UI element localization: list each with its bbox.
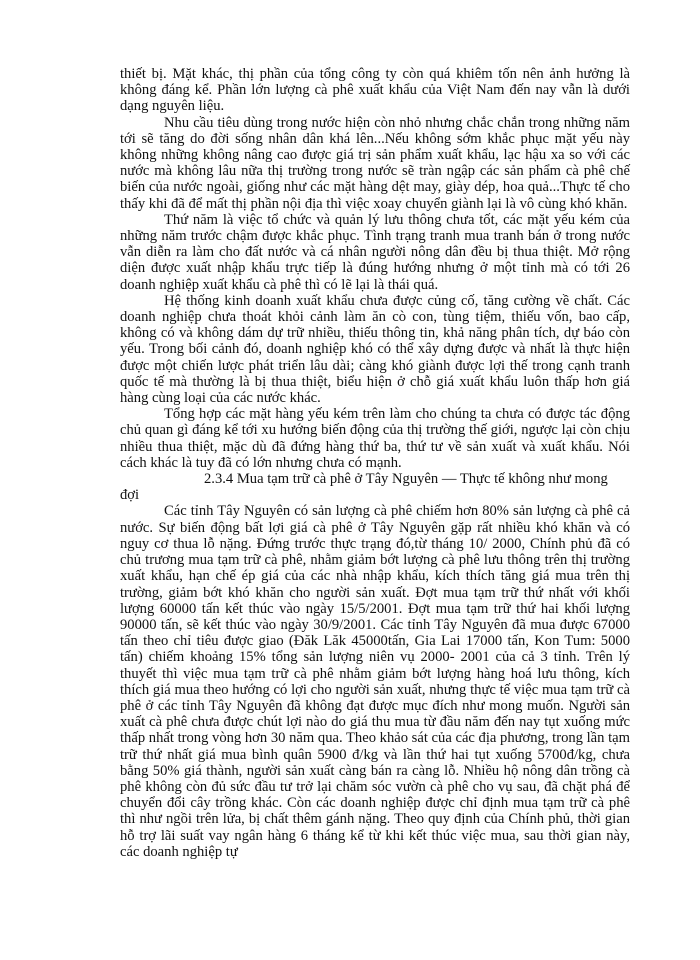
paragraph-summary: Tổng hợp các mặt hàng yếu kém trên làm cho chúng ta chưa có được tác động chủ quan gì đáng kể tới xu hướng biến động của thị trường thế giới, ngược lại còn chịu nhiều thua thiệt, mặc dù đã đứng hàng thứ ba, thứ tư về sản xuất và xuất khẩu. Nói cách khác là tuy đã có lớn nhưng chưa có mạnh. — [120, 406, 630, 471]
paragraph-continued: thiết bị. Mặt khác, thị phần của tổng công ty còn quá khiêm tốn nên ảnh hưởng là không đáng kể. Phần lớn lượng cà phê xuất khẩu của Việt Nam đến nay vẫn là dưới dạng nguyên liệu. — [120, 66, 630, 115]
paragraph-tay-nguyen: Các tỉnh Tây Nguyên có sản lượng cà phê chiếm hơn 80% sản lượng cà phê cả nước. Sự biến động bất lợi giá cà phê ở Tây Nguyên gặp rất nhiều khó khăn và có nguy cơ thua lỗ nặng. Đứng trước thực trạng đó,từ tháng 10/ 2000, Chính phủ đã có chủ trương mua tạm trữ cà phê, nhằm giảm bớt lượng cà phê lưu thông trên thị trường xuất khẩu, hạn chế ép giá của các nhà nhập khẩu, kích thích tăng giá mua trên thị trường, giảm bớt khó khăn cho người sản xuất. Đợt mua tạm trữ thứ nhất với khối lượng 60000 tấn kết thúc vào ngày 15/5/2001. Đợt mua tạm trữ thứ hai khối lượng 90000 tấn, sẽ kết thúc vào ngày 30/9/2001. Các tỉnh Tây Nguyên đã mua được 67000 tấn theo chỉ tiêu được giao (Đăk Lăk 45000tấn, Gia Lai 17000 tấn, Kon Tum: 5000 tấn) chiếm khoảng 15% tổng sản lượng niên vụ 2000- 2001 của cả 3 tỉnh. Trên lý thuyết thì việc mua tạm trữ cà phê nhằm giảm bớt lượng hàng hoá lưu thông, kích thích giá mua theo hướng có lợi cho người sản xuất, nhưng thực tế việc mua tạm trữ cà phê ở các tỉnh Tây Nguyên đã không đạt được mục đích như mong muốn. Người sản xuất cà phê chưa được chút lợi nào do giá thu mua từ đầu năm đến nay tụt xuống mức thấp nhất trong vòng hơn 30 năm qua. Theo khảo sát của các địa phương, trong lần tạm trữ thứ nhất giá mua bình quân 5900 đ/kg và lần thứ hai tụt xuống 5700đ/kg, chưa bằng 50% giá thành, người sản xuất càng bán ra càng lỗ. Nhiều hộ nông dân trồng cà phê không còn đủ sức đầu tư trở lại chăm sóc vườn cà phê cho vụ sau, đã chặt phá để chuyển đổi cây trồng khác. Còn các doanh nghiệp được chỉ định mua tạm trữ cà phê thì như ngồi trên lửa, bị chất thêm gánh nặng. Theo quy định của Chính phủ, thời gian hỗ trợ lãi suất vay ngân hàng 6 tháng kể từ khi kết thúc việc mua, sau thời gian này, các doanh nghiệp tự — [120, 503, 630, 860]
section-heading: 2.3.4 Mua tạm trữ cà phê ở Tây Nguyên — Thực tế không như mong đợi — [120, 471, 608, 504]
paragraph-export-system: Hệ thống kinh doanh xuất khẩu chưa được củng cố, tăng cường về chất. Các doanh nghiệp chưa thoát khỏi cảnh làm ăn cò con, tùng tiệm, thiếu vốn, bao cấp, không có và không dám dự trữ nhiều, thiếu thông tin, khả năng phân tích, dự báo còn yếu. Trong bối cảnh đó, doanh nghiệp khó có thể xây dựng được và nhất là thực hiện được một chiến lược phát triển lâu dài; càng khó giành được lợi thế trong cạnh tranh quốc tế mà thường là bị thua thiệt, biểu hiện ở chỗ giá xuất khẩu luôn thấp hơn giá hàng cùng loại của các nước khác. — [120, 292, 630, 407]
body-text — [120, 66, 630, 860]
paragraph-domestic-demand: Nhu cầu tiêu dùng trong nước hiện còn nhỏ nhưng chắc chắn trong những năm tới sẽ tăng do đời sống nhân dân khá lên...Nếu không sớm khắc phục mặt yếu này không những không nâng cao được giá trị sản phẩm xuất khẩu, lạc hậu xa so với các nước mà không lâu nữa thị trường trong nước sẽ tràn ngập các sản phẩm cà phê chế biến của nước ngoài, giống như các mặt hàng dệt may, giày dép, hoa quả...Thực tế cho thấy khi đã để mất thị phần nội địa thì việc xoay chuyển giành lại là vô cùng khó khăn. — [120, 114, 630, 212]
paragraph-circulation-management: Thứ năm là việc tổ chức và quản lý lưu thông chưa tốt, các mặt yếu kém của những năm trước chậm được khắc phục. Tình trạng tranh mua tranh bán ở trong nước vẫn diễn ra làm cho đất nước và cá nhân người nông dân đều bị thua thiệt. Mở rộng diện được xuất nhập khẩu trực tiếp là đúng hướng nhưng ở một tỉnh mà có tới 26 doanh nghiệp xuất khẩu cà phê thì có lẽ lại là thái quá. — [120, 211, 630, 293]
